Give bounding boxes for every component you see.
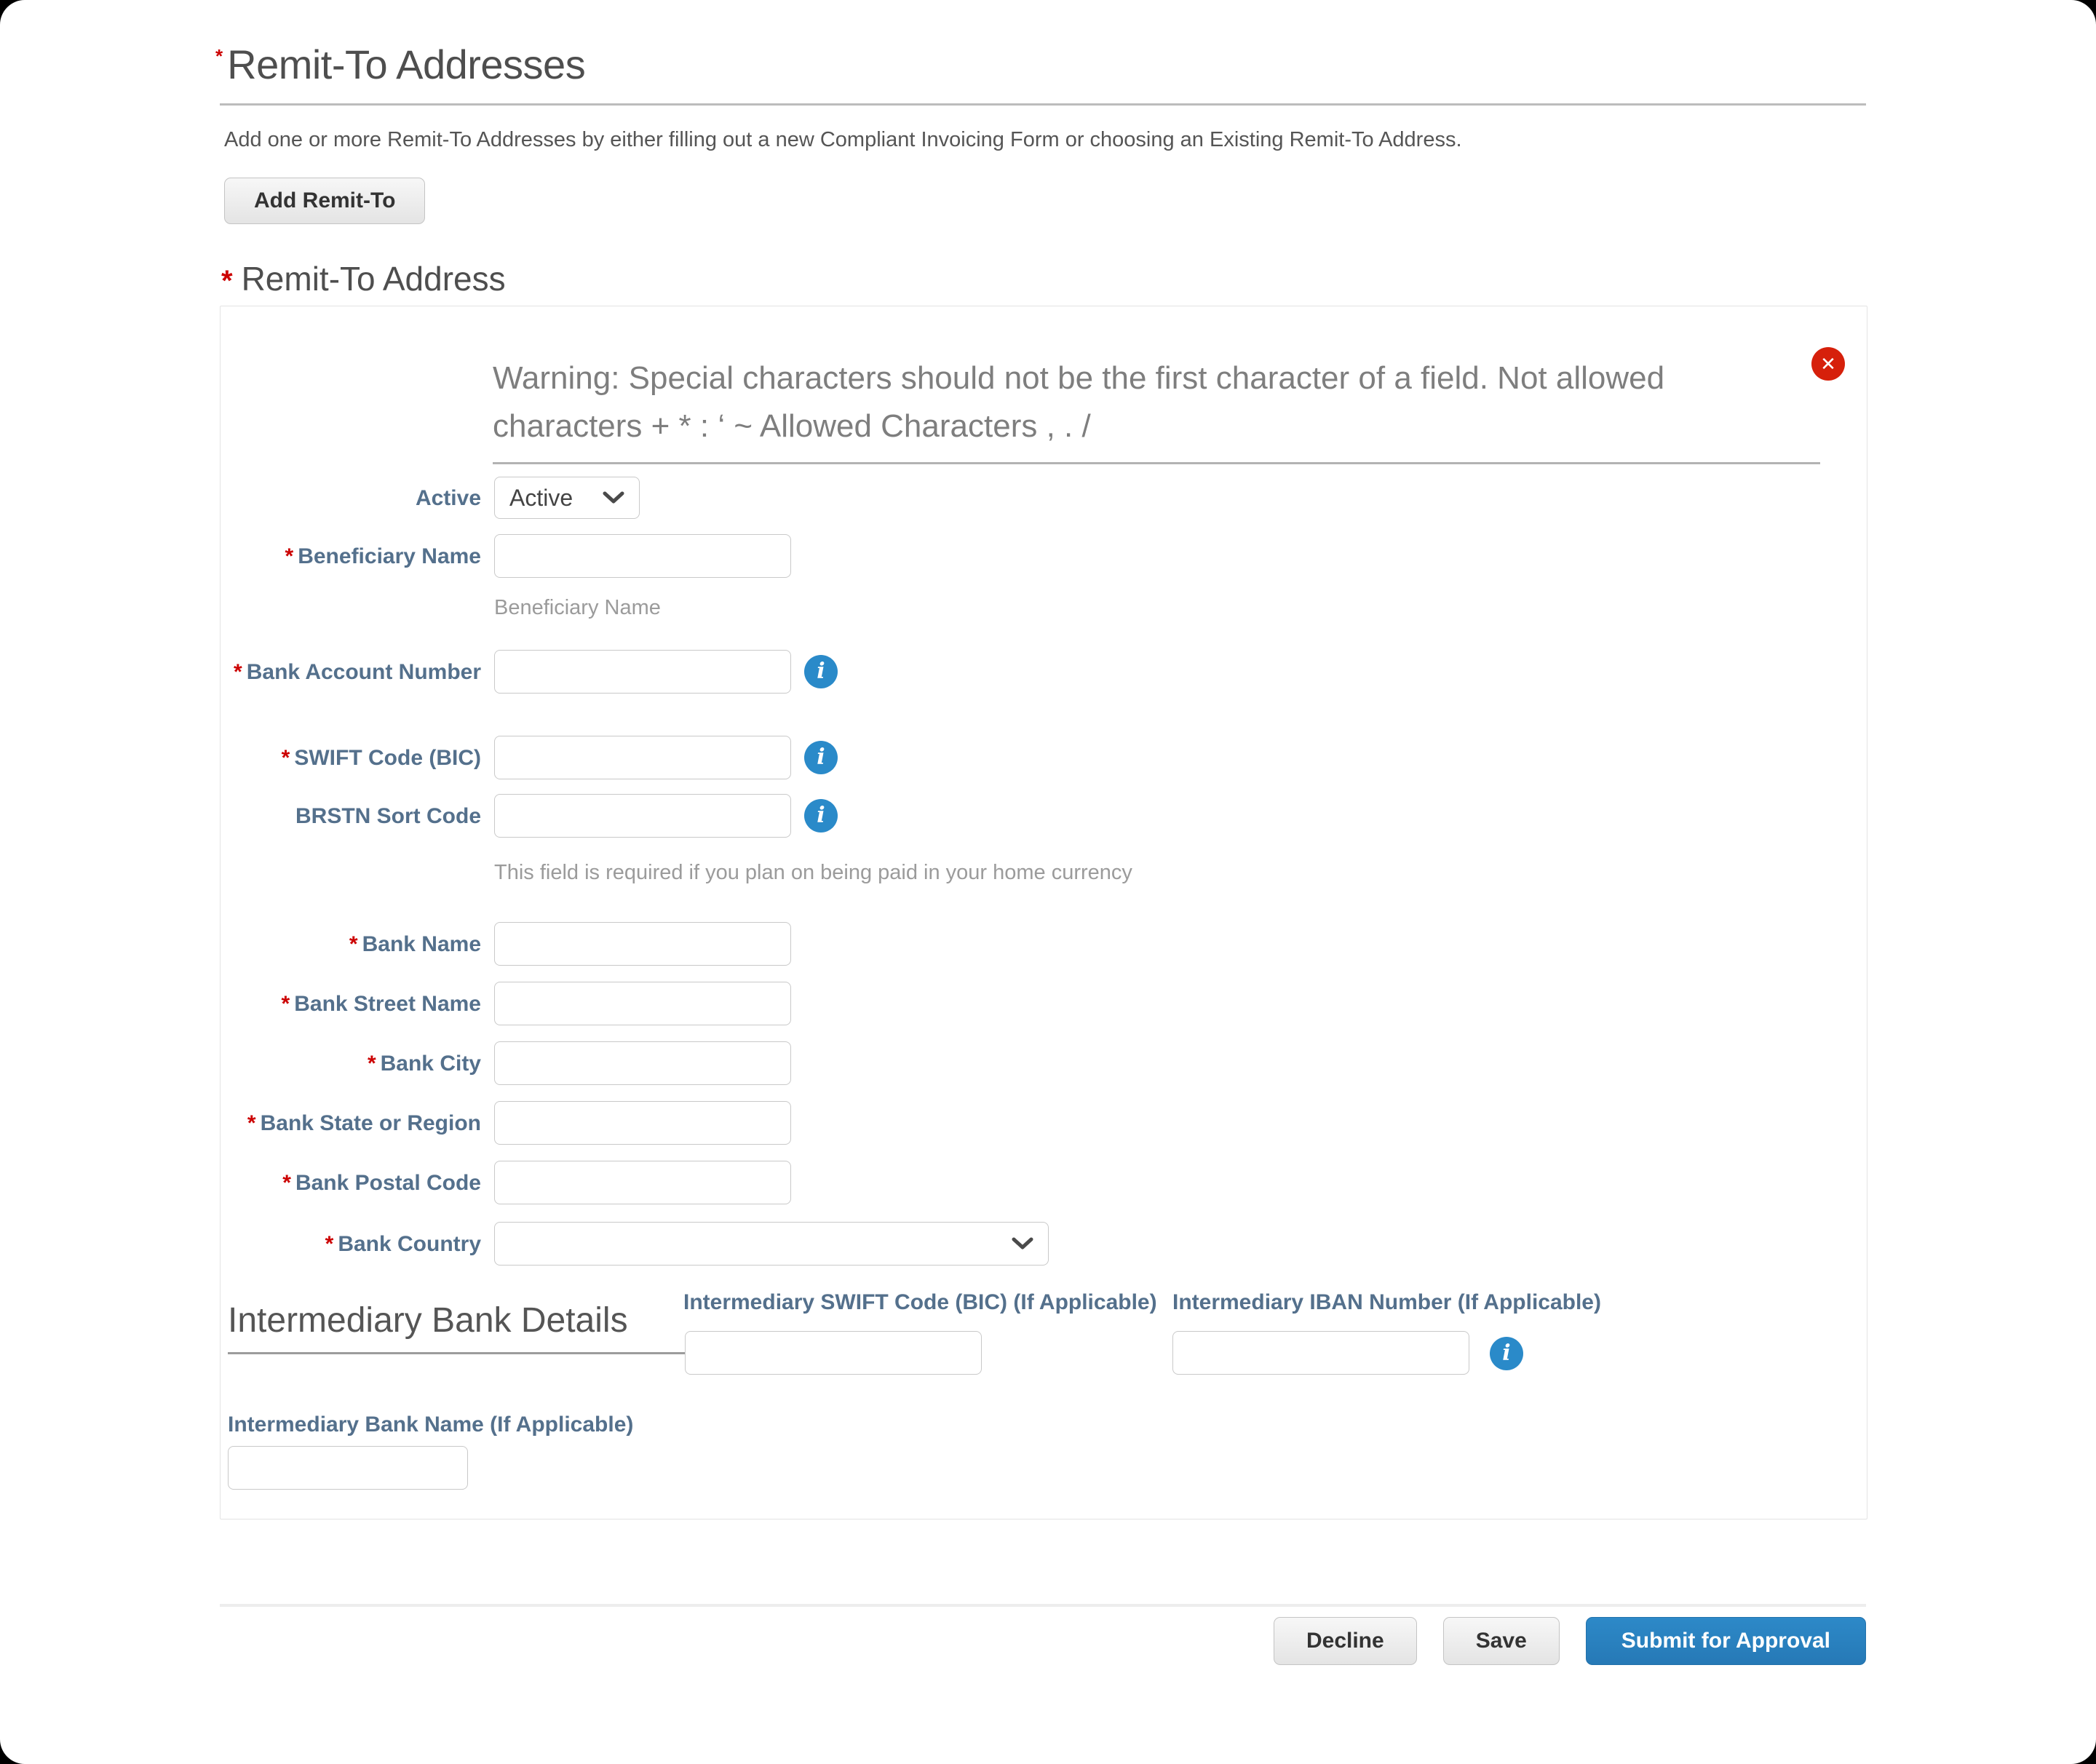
page-description: Add one or more Remit-To Addresses by either filling out a new Compliant Invoicing Form or choosing an Existing Remit-To Address. <box>224 128 1462 151</box>
bank-name-input[interactable] <box>494 922 791 966</box>
intermediary-iban-input[interactable] <box>1172 1331 1469 1375</box>
bank-state-input[interactable] <box>494 1101 791 1145</box>
required-asterisk: * <box>349 931 358 956</box>
title-divider <box>220 103 1866 106</box>
field-row-bank-country <box>221 1222 1049 1266</box>
bank-postal-code-input[interactable] <box>494 1161 791 1204</box>
swift-code-input[interactable] <box>494 736 791 779</box>
footer-divider <box>220 1604 1866 1607</box>
brstn-helper: This field is required if you plan on being paid in your home currency <box>494 861 1132 884</box>
bank-account-number-label <box>221 658 481 686</box>
bank-account-number-input[interactable] <box>494 650 791 694</box>
intermediary-iban-label: Intermediary IBAN Number (If Applicable) <box>1172 1290 1601 1314</box>
beneficiary-name-helper: Beneficiary Name <box>494 596 661 619</box>
field-row-bank-street-name <box>221 982 791 1025</box>
footer-actions <box>220 1617 1866 1665</box>
field-row-active <box>221 477 640 519</box>
decline-button[interactable]: Decline <box>1274 1617 1417 1665</box>
page-title <box>215 41 585 88</box>
required-asterisk: * <box>215 45 223 67</box>
brstn-sort-code-label-text: BRSTN Sort Code <box>295 803 481 828</box>
field-row-bank-state <box>221 1101 791 1145</box>
bank-country-label-text: Bank Country <box>338 1231 481 1256</box>
beneficiary-name-label <box>221 542 481 571</box>
warning-message: Warning: Special characters should not be the first character of a field. Not allowed characters + * : ‘ ~ Allowed Characters , . / <box>493 360 1665 444</box>
field-row-bank-city <box>221 1041 791 1085</box>
active-select[interactable] <box>494 477 640 519</box>
bank-name-label-text: Bank Name <box>362 931 481 956</box>
required-asterisk: * <box>221 265 233 297</box>
intermediary-section-heading: Intermediary Bank Details <box>228 1300 686 1354</box>
info-icon[interactable]: i <box>804 655 838 688</box>
bank-country-select[interactable] <box>494 1222 1049 1266</box>
field-row-bank-postal-code <box>221 1161 791 1204</box>
required-asterisk: * <box>285 544 294 568</box>
info-icon[interactable]: i <box>804 799 838 833</box>
x-circle-icon[interactable]: ✕ <box>1811 347 1845 381</box>
beneficiary-name-label-text: Beneficiary Name <box>298 544 481 568</box>
add-remit-to-button[interactable]: Add Remit-To <box>224 178 425 224</box>
submit-for-approval-button[interactable]: Submit for Approval <box>1586 1617 1866 1665</box>
field-row-bank-name <box>221 922 791 966</box>
required-asterisk: * <box>281 745 290 770</box>
required-asterisk: * <box>281 991 290 1016</box>
field-row-swift-code <box>221 736 838 779</box>
bank-state-label-text: Bank State or Region <box>260 1111 481 1135</box>
chevron-down-icon <box>1012 1237 1033 1250</box>
bank-state-label <box>221 1109 481 1137</box>
bank-name-label <box>221 930 481 958</box>
brstn-sort-code-input[interactable] <box>494 794 791 838</box>
intermediary-swift-input[interactable] <box>685 1331 982 1375</box>
bank-postal-code-label <box>221 1169 481 1197</box>
section-title-text: Remit-To Address <box>241 260 506 298</box>
bank-city-label-text: Bank City <box>380 1051 481 1076</box>
required-asterisk: * <box>234 659 242 684</box>
bank-street-name-input[interactable] <box>494 982 791 1025</box>
warning-banner <box>493 354 1820 464</box>
intermediary-bank-name-input[interactable] <box>228 1446 468 1490</box>
required-asterisk: * <box>325 1231 334 1256</box>
chevron-down-icon <box>603 491 624 504</box>
swift-code-label <box>221 744 481 772</box>
page-title-text: Remit-To Addresses <box>227 41 586 87</box>
bank-city-input[interactable] <box>494 1041 791 1085</box>
bank-street-name-label-text: Bank Street Name <box>294 991 481 1016</box>
remit-to-address-panel <box>220 306 1867 1519</box>
info-icon[interactable]: i <box>1490 1337 1523 1370</box>
bank-postal-code-label-text: Bank Postal Code <box>295 1170 481 1195</box>
required-asterisk: * <box>247 1111 256 1135</box>
swift-code-label-text: SWIFT Code (BIC) <box>294 745 481 770</box>
info-icon[interactable]: i <box>804 741 838 774</box>
field-row-bank-account-number <box>221 650 838 694</box>
bank-country-label <box>221 1230 481 1258</box>
required-asterisk: * <box>282 1170 291 1195</box>
field-row-beneficiary-name <box>221 534 791 578</box>
active-select-value: Active <box>509 484 573 511</box>
beneficiary-name-input[interactable] <box>494 534 791 578</box>
save-button[interactable]: Save <box>1443 1617 1560 1665</box>
bank-city-label <box>221 1049 481 1078</box>
brstn-sort-code-label <box>221 802 481 830</box>
section-title <box>221 259 506 298</box>
active-label: Active <box>415 485 481 510</box>
required-asterisk: * <box>367 1051 376 1076</box>
bank-account-number-label-text: Bank Account Number <box>246 659 481 684</box>
intermediary-bank-name-label: Intermediary Bank Name (If Applicable) <box>228 1413 634 1437</box>
field-row-brstn-sort-code <box>221 794 838 838</box>
bank-street-name-label <box>221 990 481 1018</box>
intermediary-swift-label: Intermediary SWIFT Code (BIC) (If Applicable) <box>683 1290 1157 1314</box>
